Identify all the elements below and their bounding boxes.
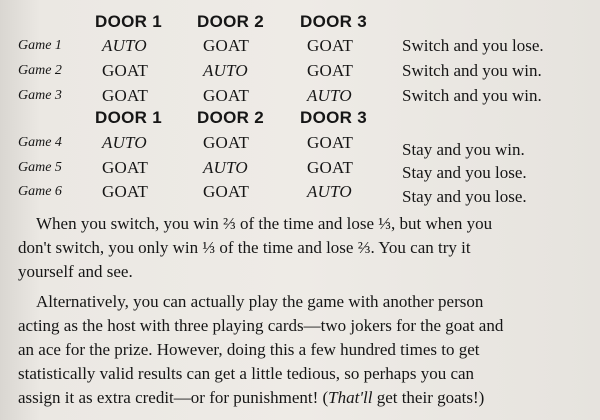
paragraph-line: statistically valid results can get a little tedious, so perhaps you can	[18, 364, 475, 383]
door-cell: GOAT	[307, 133, 354, 152]
table2-header-door-3: DOOR 3	[300, 108, 367, 127]
door-cell: GOAT	[307, 61, 354, 80]
door-cell: GOAT	[203, 86, 250, 105]
table1-header-door-1: DOOR 1	[95, 12, 162, 31]
game-result: Stay and you win.	[402, 140, 525, 159]
table2-header-door-1: DOOR 1	[95, 108, 162, 127]
game-label: Game 6	[18, 184, 62, 199]
door-cell: AUTO	[307, 86, 352, 105]
door-cell: GOAT	[102, 61, 149, 80]
game-result: Switch and you win.	[402, 61, 542, 80]
door-cell: GOAT	[203, 36, 250, 55]
table1-header-door-3: DOOR 3	[300, 12, 367, 31]
door-cell: AUTO	[102, 36, 147, 55]
paragraph-line: yourself and see.	[18, 262, 133, 281]
door-cell: AUTO	[203, 61, 248, 80]
game-result: Switch and you lose.	[402, 36, 544, 55]
door-cell: AUTO	[203, 158, 248, 177]
door-cell: GOAT	[307, 36, 354, 55]
text-span: get their goats!)	[372, 388, 485, 407]
game-label: Game 4	[18, 135, 62, 150]
door-cell: GOAT	[102, 158, 149, 177]
door-cell: AUTO	[307, 182, 352, 201]
door-cell: GOAT	[203, 133, 250, 152]
paragraph-line-last	[18, 386, 484, 410]
paragraph-line: an ace for the prize. However, doing this a few hundred times to get	[18, 340, 480, 359]
game-result: Stay and you lose.	[402, 163, 527, 182]
door-cell: GOAT	[102, 86, 149, 105]
text-span: assign it as extra credit—or for punishment! (	[18, 388, 329, 407]
door-cell: GOAT	[102, 182, 149, 201]
game-label: Game 2	[18, 63, 62, 78]
game-result: Stay and you lose.	[402, 187, 527, 206]
door-cell: GOAT	[203, 182, 250, 201]
paragraph-line: don't switch, you only win ⅓ of the time and lose ⅔. You can try it	[18, 238, 471, 257]
game-label: Game 5	[18, 160, 62, 175]
door-cell: GOAT	[307, 158, 354, 177]
table1-header-door-2: DOOR 2	[197, 12, 264, 31]
table2-header-door-2: DOOR 2	[197, 108, 264, 127]
paragraph-line: When you switch, you win ⅔ of the time and lose ⅓, but when you	[36, 214, 493, 233]
game-result: Switch and you win.	[402, 86, 542, 105]
italic-text: That'll	[328, 388, 373, 407]
door-cell: AUTO	[102, 133, 147, 152]
paragraph-line: Alternatively, you can actually play the game with another person	[36, 292, 484, 311]
paragraph-line: acting as the host with three playing cards—two jokers for the goat and	[18, 316, 504, 335]
game-label: Game 3	[18, 88, 62, 103]
game-label: Game 1	[18, 38, 62, 53]
